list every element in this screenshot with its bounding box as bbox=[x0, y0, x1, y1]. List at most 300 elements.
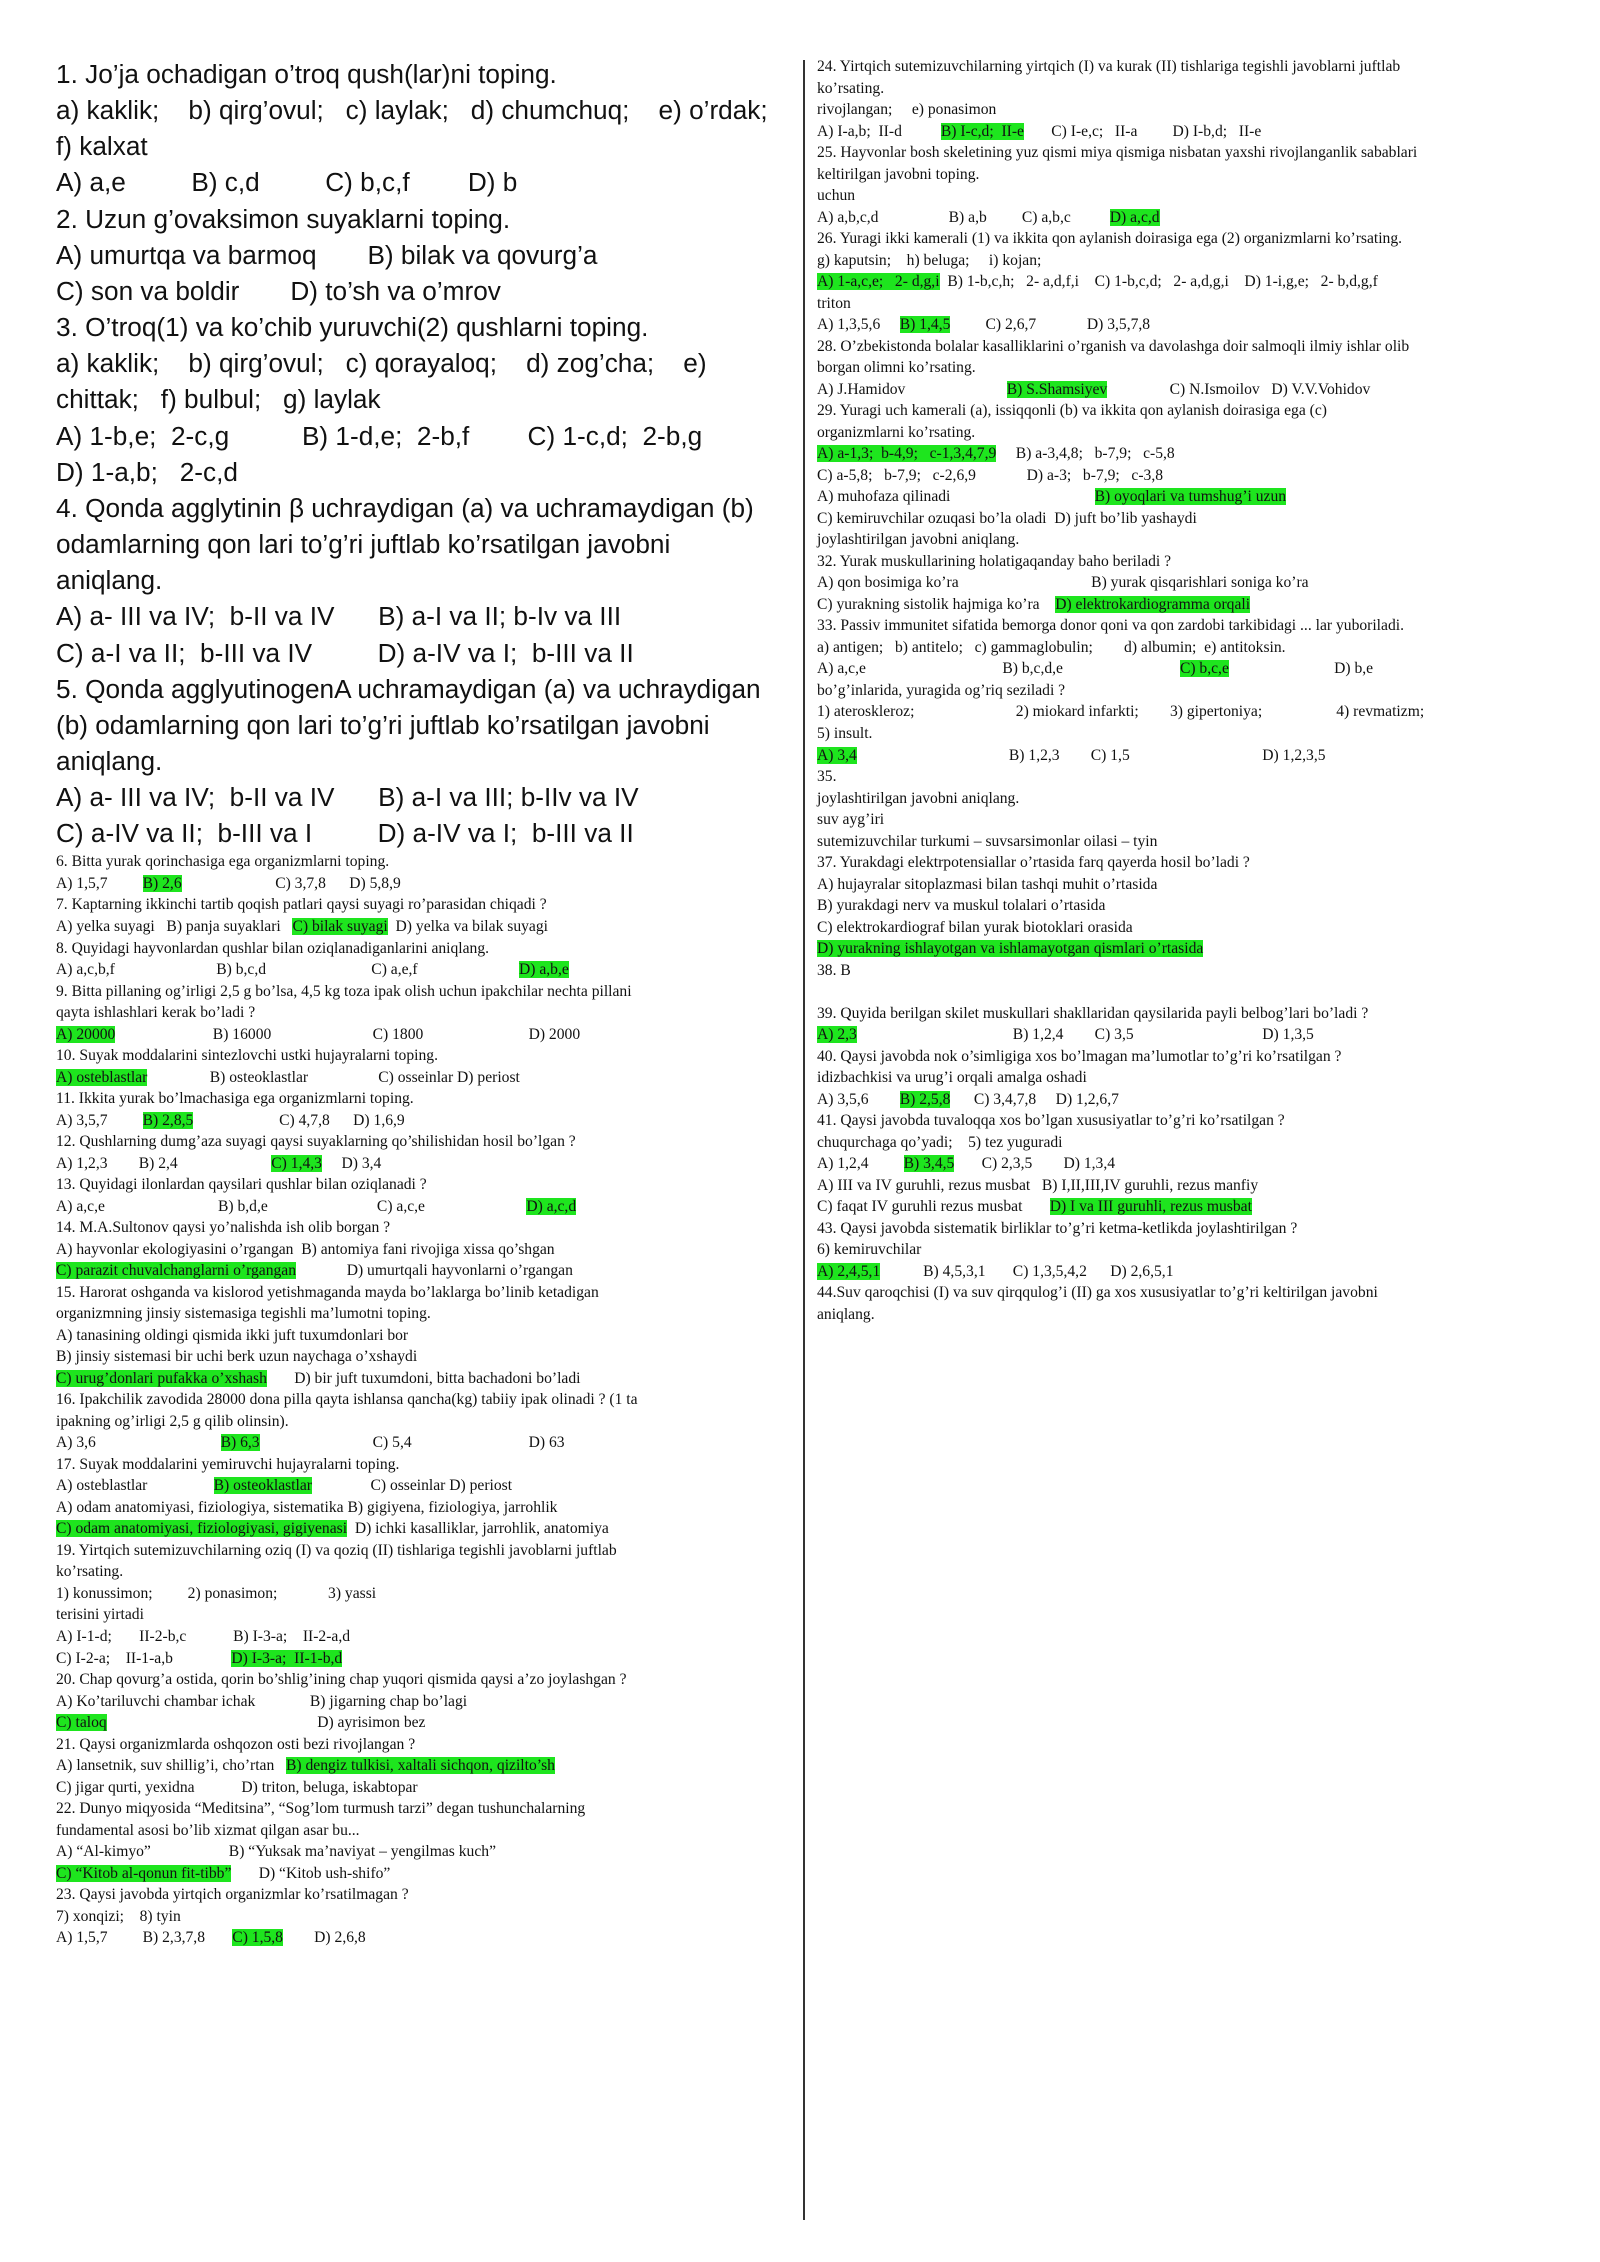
text-line bbox=[56, 1325, 791, 1347]
text-line bbox=[56, 1884, 791, 1906]
text-segment: D) bir juft tuxumdoni, bitta bachadoni bo’ladi bbox=[266, 1369, 581, 1387]
text-line bbox=[817, 874, 1552, 896]
text-line bbox=[56, 490, 791, 526]
highlighted-answer: B) oyoqlari va tumshug’i uzun bbox=[1094, 488, 1287, 506]
text-segment: 25. Hayvonlar bosh skeletining yuz qismi miya qismiga nisbatan yaxshi rivojlanganlik sabablari bbox=[817, 144, 1418, 162]
text-segment: A) 1,3,5,6 bbox=[817, 316, 900, 334]
text-segment: 7. Kaptarning ikkinchi tartib qoqish patlari qaysi suyagi ro’parasidan chiqadi ? bbox=[56, 896, 547, 914]
text-segment: 6) kemiruvchilar bbox=[817, 1241, 922, 1259]
highlighted-answer: C) 1,4,3 bbox=[271, 1154, 322, 1172]
highlighted-answer: B) 2,6 bbox=[142, 874, 182, 892]
text-segment: A) “Al-kimyo” B) “Yuksak ma’naviyat – yengilmas kuch” bbox=[56, 1843, 496, 1861]
highlighted-answer: B) 1,4,5 bbox=[899, 316, 951, 334]
text-segment: 24. Yirtqich sutemizuvchilarning yirtqich (I) va kurak (II) tishlariga tegishli javoblarni juftlab bbox=[817, 58, 1401, 75]
text-segment: A) a,b,c,d B) a,b C) a,b,c bbox=[817, 208, 1110, 226]
text-segment: ko’rsating. bbox=[56, 1563, 124, 1581]
text-segment: g) kaputsin; h) beluga; i) kojan; bbox=[817, 251, 1042, 269]
text-segment: C) 2,6,7 D) 3,5,7,8 bbox=[950, 316, 1151, 334]
text-line bbox=[817, 637, 1552, 659]
text-line bbox=[56, 201, 791, 237]
text-segment: 1) ateroskleroz; 2) miokard infarkti; 3) gipertoniya; 4) revmatizm; bbox=[817, 703, 1425, 721]
text-segment: C) 3,7,8 D) 5,8,9 bbox=[181, 874, 401, 892]
text-segment: A) 3,5,6 bbox=[817, 1090, 900, 1108]
text-line bbox=[56, 418, 791, 454]
text-segment: D) umurtqali hayvonlarni o’rgangan bbox=[296, 1262, 573, 1280]
highlighted-answer: C) odam anatomiyasi, fiziologiyasi, gigiyenasi bbox=[56, 1520, 348, 1538]
text-segment: C) 4,7,8 D) 1,6,9 bbox=[193, 1111, 405, 1129]
text-segment: B) osteoklastlar C) osseinlar D) periost bbox=[147, 1068, 520, 1086]
text-line bbox=[817, 164, 1552, 186]
text-segment: chuqurchaga qo’yadi; 5) tez yuguradi bbox=[817, 1133, 1063, 1151]
text-segment: 35. bbox=[817, 768, 837, 786]
text-segment: C) osseinlar D) periost bbox=[311, 1477, 513, 1495]
left-small-questions bbox=[56, 851, 791, 1948]
text-line bbox=[56, 345, 791, 381]
text-segment: B) 4,5,3,1 C) 1,3,5,4,2 D) 2,6,5,1 bbox=[880, 1262, 1174, 1280]
text-segment: joylashtirilgan javobni aniqlang. bbox=[817, 789, 1020, 807]
text-line bbox=[817, 1132, 1552, 1154]
text-line bbox=[56, 1454, 791, 1476]
text-segment: 26. Yuragi ikki kamerali (1) va ikkita qon aylanish doirasiga ega (2) organizmlarni ko’rsating. bbox=[817, 230, 1403, 248]
text-segment: A) J.Hamidov bbox=[817, 380, 1007, 398]
text-segment: 29. Yuragi uch kamerali (a), issiqqonli (b) va ikkita qon aylanish doirasiga ega (c) bbox=[817, 402, 1327, 420]
text-line bbox=[817, 615, 1552, 637]
text-segment: 33. Passiv immunitet sifatida bemorga donor qoni va qon zardobi tarkibidagi ... lar yuboriladi. bbox=[817, 617, 1404, 635]
text-line bbox=[817, 895, 1552, 917]
text-line bbox=[56, 938, 791, 960]
text-line bbox=[56, 1260, 791, 1282]
left-large-questions bbox=[56, 56, 791, 851]
text-line bbox=[817, 250, 1552, 272]
text-line bbox=[56, 1583, 791, 1605]
text-segment: organizmning jinsiy sistemasiga tegishli ma’lumotni toping. bbox=[56, 1305, 431, 1323]
text-segment: 23. Qaysi javobda yirtqich organizmlar ko’rsatilmagan ? bbox=[56, 1886, 409, 1904]
text-segment: 7) xonqizi; 8) tyin bbox=[56, 1907, 181, 1925]
text-line bbox=[817, 1067, 1552, 1089]
text-line bbox=[817, 658, 1552, 680]
text-line bbox=[56, 1088, 791, 1110]
text-line bbox=[817, 207, 1552, 229]
text-line bbox=[817, 465, 1552, 487]
highlighted-answer: D) I-3-a; II-1-b,d bbox=[231, 1649, 343, 1667]
highlighted-answer: A) 1-a,c,e; 2- d,g,i bbox=[817, 273, 940, 291]
highlighted-answer: A) a-1,3; b-4,9; c-1,3,4,7,9 bbox=[817, 445, 997, 463]
text-segment: suv ayg’iri bbox=[817, 811, 885, 829]
text-line bbox=[56, 1755, 791, 1777]
text-segment: 13. Quyidagi ilonlardan qaysilari qushlar bilan oziqlanadi ? bbox=[56, 1176, 427, 1194]
text-line bbox=[56, 1475, 791, 1497]
text-segment: B) 16000 C) 1800 D) 2000 bbox=[115, 1025, 581, 1043]
text-line bbox=[817, 1024, 1552, 1046]
text-segment: A) osteblastlar bbox=[56, 1477, 214, 1495]
text-line bbox=[56, 671, 791, 707]
text-segment: 17. Suyak moddalarini yemiruvchi hujayralarni toping. bbox=[56, 1455, 400, 1473]
text-line bbox=[56, 309, 791, 345]
text-segment: 40. Qaysi javobda nok o’simligiga xos bo’lmagan ma’lumotlar to’g’ri ko’rsatilgan ? bbox=[817, 1047, 1342, 1065]
text-line bbox=[817, 529, 1552, 551]
text-line bbox=[56, 707, 791, 743]
text-line bbox=[56, 128, 791, 164]
text-line bbox=[817, 594, 1552, 616]
text-segment: ipakning og’irligi 2,5 g qilib olinsin). bbox=[56, 1412, 289, 1430]
text-line bbox=[817, 228, 1552, 250]
text-line bbox=[56, 743, 791, 779]
text-line bbox=[56, 237, 791, 273]
text-line bbox=[817, 508, 1552, 530]
text-line bbox=[56, 1110, 791, 1132]
text-segment: B) a-3,4,8; b-7,9; c-5,8 bbox=[996, 445, 1175, 463]
text-line bbox=[817, 78, 1552, 100]
text-line bbox=[56, 1863, 791, 1885]
text-segment: chittak; f) bulbul; g) laylak bbox=[56, 384, 381, 415]
text-segment: 20. Chap qovurg’a ostida, qorin bo’shlig’ining chap yuqori qismida qaysi a’zo joylashgan ? bbox=[56, 1671, 627, 1689]
text-segment: A) a,c,e B) b,d,e C) a,c,e bbox=[56, 1197, 527, 1215]
text-segment: 16. Ipakchilik zavodida 28000 dona pilla qayta ishlansa qancha(kg) tabiiy ipak olinadi ? (1 ta bbox=[56, 1391, 638, 1409]
text-segment: B) 1,2,4 C) 3,5 D) 1,3,5 bbox=[856, 1026, 1314, 1044]
text-segment: 11. Ikkita yurak bo’lmachasiga ega organizmlarni toping. bbox=[56, 1090, 414, 1108]
highlighted-answer: C) b,c,e bbox=[1179, 660, 1229, 678]
text-line bbox=[56, 1777, 791, 1799]
text-segment: A) 3,5,7 bbox=[56, 1111, 143, 1129]
text-line bbox=[56, 959, 791, 981]
highlighted-answer: D) a,c,d bbox=[1109, 208, 1160, 226]
text-line bbox=[817, 981, 1552, 1003]
text-segment: D) “Kitob ush-shifo” bbox=[231, 1864, 391, 1882]
text-line bbox=[817, 1003, 1552, 1025]
text-segment: C) N.Ismoilov D) V.V.Vohidov bbox=[1107, 380, 1371, 398]
text-line bbox=[817, 766, 1552, 788]
highlighted-answer: A) 3,4 bbox=[817, 746, 857, 764]
text-line bbox=[817, 271, 1552, 293]
text-line bbox=[817, 745, 1552, 767]
text-segment: f) kalxat bbox=[56, 131, 148, 162]
text-segment: bo’g’inlarida, yuragida og’riq seziladi ? bbox=[817, 681, 1066, 699]
text-segment: 28. O’zbekistonda bolalar kasalliklarini o’rganish va davolashga doir salmoqli ilmiy ishlar olib bbox=[817, 337, 1410, 355]
text-segment: terisini yirtadi bbox=[56, 1606, 144, 1624]
text-segment: 4. Qonda agglytinin β uchraydigan (a) va uchramaydigan (b) bbox=[56, 492, 754, 523]
text-line bbox=[817, 142, 1552, 164]
text-line bbox=[817, 379, 1552, 401]
text-segment: D) ayrisimon bez bbox=[106, 1714, 426, 1732]
text-line bbox=[56, 1906, 791, 1928]
text-segment: C) 5,4 D) 63 bbox=[259, 1434, 565, 1452]
text-segment: 41. Qaysi javobda tuvaloqqa xos bo’lgan xususiyatlar to’g’ri ko’rsatilgan ? bbox=[817, 1112, 1285, 1130]
text-segment: A) 1-b,e; 2-c,g B) 1-d,e; 2-b,f C) 1-c,d; 2-b,g bbox=[56, 420, 703, 451]
text-line bbox=[817, 185, 1552, 207]
highlighted-answer: D) elektrokardiogramma orqali bbox=[1055, 595, 1251, 613]
text-segment: 44.Suv qaroqchisi (I) va suv qirqqulog’i (II) ga xos xususiyatlar to’g’ri keltirilgan javobni bbox=[817, 1284, 1378, 1302]
text-line bbox=[817, 443, 1552, 465]
text-segment: a) kaklik; b) qirg’ovul; c) laylak; d) chumchuq; e) o’rdak; bbox=[56, 95, 768, 126]
text-line bbox=[56, 1432, 791, 1454]
text-segment: A) lansetnik, suv shillig’i, cho’rtan bbox=[56, 1757, 286, 1775]
text-segment: C) a-I va II; b-III va IV D) a-IV va I; b-III va II bbox=[56, 637, 634, 668]
highlighted-answer: C) “Kitob al-qonun fit-tibb” bbox=[56, 1864, 232, 1882]
text-line bbox=[817, 809, 1552, 831]
text-segment: A) umurtqa va barmoq B) bilak va qovurg’a bbox=[56, 239, 598, 270]
text-line bbox=[56, 1067, 791, 1089]
text-segment: 10. Suyak moddalarini sintezlovchi ustki hujayralarni toping. bbox=[56, 1047, 438, 1065]
text-line bbox=[56, 1368, 791, 1390]
highlighted-answer: B) 2,5,8 bbox=[899, 1090, 951, 1108]
text-line bbox=[817, 357, 1552, 379]
text-line bbox=[56, 779, 791, 815]
text-segment: 1) konussimon; 2) ponasimon; 3) yassi bbox=[56, 1584, 377, 1602]
text-line bbox=[56, 916, 791, 938]
text-line bbox=[56, 1798, 791, 1820]
text-line bbox=[56, 56, 791, 92]
text-segment: A) hayvonlar ekologiyasini o’rgangan B) antomiya fani rivojiga xissa qo’shgan bbox=[56, 1240, 555, 1258]
text-line bbox=[817, 1196, 1552, 1218]
text-segment: 5. Qonda agglyutinogenA uchramaydigan (a) va uchraydigan bbox=[56, 673, 761, 704]
text-line bbox=[817, 400, 1552, 422]
text-line bbox=[56, 1604, 791, 1626]
text-line bbox=[817, 336, 1552, 358]
text-line bbox=[56, 1712, 791, 1734]
text-line bbox=[56, 1626, 791, 1648]
text-segment: 1. Jo’ja ochadigan o’troq qush(lar)ni toping. bbox=[56, 59, 557, 89]
text-line bbox=[56, 273, 791, 309]
highlighted-answer: D) yurakning ishlayotgan va ishlamayotgan qismlari o’rtasida bbox=[817, 940, 1204, 958]
text-segment: A) tanasining oldingi qismida ikki juft tuxumdonlari bor bbox=[56, 1326, 409, 1344]
text-line bbox=[817, 486, 1552, 508]
text-line bbox=[817, 1153, 1552, 1175]
text-segment: 38. B bbox=[817, 961, 851, 979]
text-line bbox=[817, 314, 1552, 336]
text-segment: A) odam anatomiyasi, fiziologiya, sistematika B) gigiyena, fiziologiya, jarrohlik bbox=[56, 1498, 558, 1516]
text-line bbox=[56, 1153, 791, 1175]
text-segment: B) 1,2,3 C) 1,5 D) 1,2,3,5 bbox=[856, 746, 1326, 764]
left-column bbox=[56, 56, 791, 1949]
text-line bbox=[817, 1304, 1552, 1326]
text-line bbox=[56, 1024, 791, 1046]
text-line bbox=[817, 852, 1552, 874]
text-segment: C) son va boldir D) to’sh va o’mrov bbox=[56, 275, 501, 306]
text-line bbox=[56, 1346, 791, 1368]
highlighted-answer: B) dengiz tulkisi, xaltali sichqon, qizilto’sh bbox=[285, 1757, 555, 1775]
text-segment: A) 1,2,4 bbox=[817, 1155, 904, 1173]
text-line bbox=[56, 1820, 791, 1842]
text-segment: keltirilgan javobni toping. bbox=[817, 165, 980, 183]
text-line bbox=[817, 1261, 1552, 1283]
text-segment: triton bbox=[817, 294, 851, 312]
text-segment: B) 1-b,c,h; 2- a,d,f,i C) 1-b,c,d; 2- a,d,g,i D) 1-i,g,e; 2- b,d,g,f bbox=[939, 273, 1378, 291]
text-segment: A) yelka suyagi B) panja suyaklari bbox=[56, 917, 293, 935]
text-segment: D) ichki kasalliklar, jarrohlik, anatomiya bbox=[347, 1520, 609, 1538]
text-line bbox=[56, 1239, 791, 1261]
text-line bbox=[56, 381, 791, 417]
text-segment: a) kaklik; b) qirg’ovul; c) qorayaloq; d) zog’cha; e) bbox=[56, 348, 707, 379]
text-line bbox=[56, 1045, 791, 1067]
text-segment: C) a-5,8; b-7,9; c-2,6,9 D) a-3; b-7,9; c-3,8 bbox=[817, 466, 1164, 484]
text-line bbox=[817, 1089, 1552, 1111]
text-segment: A) hujayralar sitoplazmasi bilan tashqi muhit o’rtasida bbox=[817, 875, 1158, 893]
text-segment: 8. Quyidagi hayvonlardan qushlar bilan oziqlanadiganlarini aniqlang. bbox=[56, 939, 490, 957]
text-line bbox=[56, 598, 791, 634]
text-line bbox=[56, 635, 791, 671]
text-segment: C) elektrokardiograf bilan yurak biotoklari orasida bbox=[817, 918, 1133, 936]
text-line bbox=[817, 1046, 1552, 1068]
text-segment: ko’rsating. bbox=[817, 79, 885, 97]
text-segment: 6. Bitta yurak qorinchasiga ega organizmlarni toping. bbox=[56, 853, 390, 871]
text-segment: aniqlang. bbox=[817, 1305, 875, 1323]
text-segment: A) a- III va IV; b-II va IV B) a-I va II; b-Iv va III bbox=[56, 601, 622, 632]
text-segment: C) jigar qurti, yexidna D) triton, beluga, iskabtopar bbox=[56, 1778, 418, 1796]
text-segment: D) 1-a,b; 2-c,d bbox=[56, 456, 238, 487]
text-segment bbox=[817, 983, 821, 1000]
text-line bbox=[56, 1131, 791, 1153]
text-line bbox=[817, 572, 1552, 594]
text-segment: C) a-IV va II; b-III va I D) a-IV va I; b-III va II bbox=[56, 818, 634, 849]
text-segment: qayta ishlashlari kerak bo’ladi ? bbox=[56, 1004, 256, 1022]
text-line bbox=[817, 99, 1552, 121]
text-segment: C) 2,3,5 D) 1,3,4 bbox=[954, 1155, 1116, 1173]
text-segment: 14. M.A.Sultonov qaysi yo’nalishda ish olib borgan ? bbox=[56, 1219, 391, 1237]
text-segment: A) 1,2,3 B) 2,4 bbox=[56, 1154, 272, 1172]
text-segment: 19. Yirtqich sutemizuvchilarning oziq (I) va qoziq (II) tishlariga tegishli javoblarni juftlab bbox=[56, 1541, 617, 1559]
text-segment: A) 3,6 bbox=[56, 1434, 221, 1452]
text-segment: 39. Quyida berilgan skilet muskullari shakllaridan qaysilarida payli belbog’lari bo’ladi ? bbox=[817, 1004, 1369, 1022]
text-segment: A) I-a,b; II-d bbox=[817, 122, 941, 140]
text-segment: A) III va IV guruhli, rezus musbat B) I,II,III,IV guruhli, rezus manfiy bbox=[817, 1176, 1259, 1194]
text-segment: uchun bbox=[817, 187, 856, 205]
highlighted-answer: A) 2,4,5,1 bbox=[817, 1262, 881, 1280]
text-segment: joylashtirilgan javobni aniqlang. bbox=[817, 531, 1020, 549]
text-line bbox=[56, 1561, 791, 1583]
text-line bbox=[56, 1303, 791, 1325]
highlighted-answer: C) bilak suyagi bbox=[292, 917, 388, 935]
text-segment: aniqlang. bbox=[56, 745, 163, 776]
text-segment: 3. O’troq(1) va ko’chib yuruvchi(2) qushlarni toping. bbox=[56, 312, 649, 343]
text-segment: B) yurakdagi nerv va muskul tolalari o’rtasida bbox=[817, 897, 1106, 915]
highlighted-answer: B) 6,3 bbox=[220, 1434, 260, 1452]
text-segment: 12. Qushlarning dumg’aza suyagi qaysi suyaklarning qo’shilishidan hosil bo’lgan ? bbox=[56, 1133, 576, 1151]
text-segment: aniqlang. bbox=[56, 565, 163, 596]
text-line bbox=[817, 680, 1552, 702]
highlighted-answer: D) a,c,d bbox=[526, 1197, 577, 1215]
text-line bbox=[56, 1282, 791, 1304]
text-line bbox=[817, 1175, 1552, 1197]
text-line bbox=[56, 526, 791, 562]
text-line bbox=[56, 1497, 791, 1519]
text-segment: A) a- III va IV; b-II va IV B) a-I va III; b-IIv va IV bbox=[56, 782, 639, 813]
text-line bbox=[817, 938, 1552, 960]
text-line bbox=[56, 1389, 791, 1411]
text-line bbox=[56, 454, 791, 490]
text-segment: 2. Uzun g’ovaksimon suyaklarni toping. bbox=[56, 203, 511, 234]
highlighted-answer: C) taloq bbox=[56, 1714, 107, 1732]
text-line bbox=[56, 981, 791, 1003]
highlighted-answer: C) parazit chuvalchanglarni o’rgangan bbox=[56, 1262, 297, 1280]
text-line bbox=[817, 422, 1552, 444]
text-line bbox=[56, 1691, 791, 1713]
text-segment: rivojlangan; e) ponasimon bbox=[817, 101, 997, 119]
text-segment: A) a,e B) c,d C) b,c,f D) b bbox=[56, 167, 518, 198]
text-segment: 22. Dunyo miqyosida “Meditsina”, “Sog’lom turmush tarzi” degan tushunchalarning bbox=[56, 1800, 586, 1818]
text-segment: A) muhofaza qilinadi bbox=[817, 488, 1095, 506]
text-line bbox=[56, 1518, 791, 1540]
text-line bbox=[817, 788, 1552, 810]
text-segment: 43. Qaysi javobda sistematik birliklar to’g’ri ketma-ketlikda joylashtirilgan ? bbox=[817, 1219, 1298, 1237]
text-segment: C) kemiruvchilar ozuqasi bo’la oladi D) juft bo’lib yashaydi bbox=[817, 509, 1197, 527]
text-line bbox=[817, 831, 1552, 853]
text-segment: C) I-2-a; II-1-a,b bbox=[56, 1649, 232, 1667]
text-segment: 37. Yurakdagi elektrpotensiallar o’rtasida farq qayerda hosil bo’ladi ? bbox=[817, 854, 1250, 872]
text-segment: A) 1,5,7 B) 2,3,7,8 bbox=[56, 1929, 233, 1947]
column-divider bbox=[803, 60, 805, 2220]
text-line bbox=[56, 1196, 791, 1218]
text-line bbox=[817, 1110, 1552, 1132]
text-line bbox=[817, 723, 1552, 745]
right-column bbox=[817, 56, 1552, 1325]
text-segment: C) faqat IV guruhli rezus musbat bbox=[817, 1198, 1050, 1216]
text-line bbox=[817, 551, 1552, 573]
highlighted-answer: D) I va III guruhli, rezus musbat bbox=[1049, 1198, 1252, 1216]
text-line bbox=[817, 56, 1552, 78]
text-line bbox=[817, 1218, 1552, 1240]
text-line bbox=[56, 894, 791, 916]
text-line bbox=[817, 1282, 1552, 1304]
text-segment: organizmlarni ko’rsating. bbox=[817, 423, 976, 441]
text-segment: sutemizuvchilar turkumi – suvsarsimonlar oilasi – tyin bbox=[817, 832, 1158, 850]
highlighted-answer: B) I-c,d; II-e bbox=[940, 122, 1024, 140]
highlighted-answer: A) 2,3 bbox=[817, 1026, 857, 1044]
text-line bbox=[56, 873, 791, 895]
text-line bbox=[56, 1174, 791, 1196]
text-line bbox=[56, 1669, 791, 1691]
text-line bbox=[56, 1217, 791, 1239]
text-line bbox=[817, 701, 1552, 723]
text-line bbox=[56, 1411, 791, 1433]
text-segment: 21. Qaysi organizmlarda oshqozon osti bezi rivojlangan ? bbox=[56, 1735, 416, 1753]
text-segment: B) jinsiy sistemasi bir uchi berk uzun naychaga o’xshaydi bbox=[56, 1348, 418, 1366]
text-segment: D) yelka va bilak suyagi bbox=[387, 917, 548, 935]
text-segment: fundamental asosi bo’lib xizmat qilgan asar bu... bbox=[56, 1821, 360, 1839]
text-line bbox=[56, 1927, 791, 1949]
text-segment: C) yurakning sistolik hajmiga ko’ra bbox=[817, 595, 1056, 613]
text-line bbox=[56, 164, 791, 200]
text-line bbox=[817, 960, 1552, 982]
highlighted-answer: B) 2,8,5 bbox=[142, 1111, 194, 1129]
text-segment: odamlarning qon lari to’g’ri juftlab ko’rsatilgan javobni bbox=[56, 529, 671, 560]
text-segment: 32. Yurak muskullarining holatigaqanday baho beriladi ? bbox=[817, 552, 1172, 570]
text-segment: 5) insult. bbox=[817, 724, 873, 742]
text-line bbox=[56, 92, 791, 128]
text-segment: 15. Harorat oshganda va kislorod yetishmaganda mayda bo’laklarga bo’linib ketadigan bbox=[56, 1283, 599, 1301]
text-line bbox=[56, 1648, 791, 1670]
text-line bbox=[56, 851, 791, 873]
highlighted-answer: B) S.Shamsiyev bbox=[1006, 380, 1108, 398]
text-segment: A) Ko’tariluvchi chambar ichak B) jigarning chap bo’lagi bbox=[56, 1692, 468, 1710]
text-line bbox=[56, 1734, 791, 1756]
text-segment: D) b,e bbox=[1228, 660, 1374, 678]
text-segment: D) 2,6,8 bbox=[282, 1929, 366, 1947]
text-line bbox=[817, 917, 1552, 939]
text-segment: borgan olimni ko’rsating. bbox=[817, 359, 976, 377]
text-segment: A) a,c,e B) b,c,d,e bbox=[817, 660, 1180, 678]
highlighted-answer: D) a,b,e bbox=[519, 961, 569, 979]
text-line bbox=[56, 1540, 791, 1562]
text-segment: 9. Bitta pillaning og’irligi 2,5 g bo’lsa, 4,5 kg toza ipak olish uchun ipakchilar nechta pillani bbox=[56, 982, 632, 1000]
text-line bbox=[817, 121, 1552, 143]
text-segment: D) 3,4 bbox=[321, 1154, 382, 1172]
text-line bbox=[817, 293, 1552, 315]
text-segment: a) antigen; b) antitelo; c) gammaglobulin; d) albumin; e) antitoksin. bbox=[817, 638, 1286, 656]
text-line bbox=[56, 1002, 791, 1024]
text-segment: (b) odamlarning qon lari to’g’ri juftlab ko’rsatilgan javobni bbox=[56, 709, 710, 740]
text-line bbox=[56, 562, 791, 598]
highlighted-answer: B) osteoklastlar bbox=[213, 1477, 312, 1495]
